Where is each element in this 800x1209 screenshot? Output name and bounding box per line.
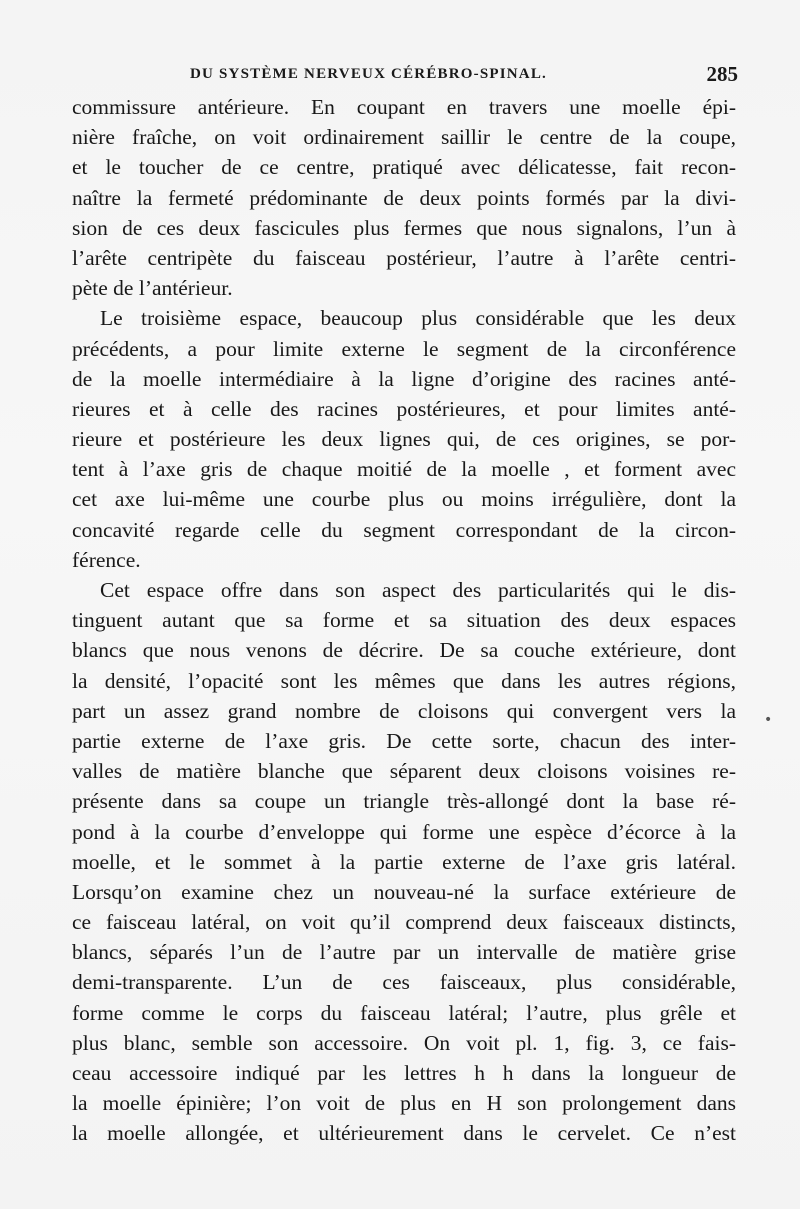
text-line: tinguent autant que sa forme et sa situation des deux espaces bbox=[72, 608, 736, 633]
text-line: rieures et à celle des racines postérieures, et pour limites anté- bbox=[72, 396, 736, 421]
text-line: cet axe lui-même une courbe plus ou moins irrégulière, dont la bbox=[72, 487, 736, 512]
text-line: part un assez grand nombre de cloisons qui convergent vers la bbox=[72, 698, 736, 723]
text-line: rieure et postérieure les deux lignes qui, de ces origines, se por- bbox=[72, 427, 736, 452]
text-line: plus blanc, semble son accessoire. On voit pl. 1, fig. 3, ce fais- bbox=[72, 1030, 736, 1055]
text-line: commissure antérieure. En coupant en travers une moelle épi- bbox=[72, 95, 736, 119]
body-text bbox=[72, 92, 736, 1149]
running-title: DU SYSTÈME NERVEUX CÉRÉBRO-SPINAL. bbox=[190, 66, 547, 82]
text-line: tent à l’axe gris de chaque moitié de la moelle , et forment avec bbox=[72, 457, 736, 482]
text-line: forme comme le corps du faisceau latéral; l’autre, plus grêle et bbox=[72, 1000, 736, 1025]
text-line: pond à la courbe d’enveloppe qui forme une espèce d’écorce à la bbox=[72, 819, 736, 844]
text-line: la densité, l’opacité sont les mêmes que dans les autres régions, bbox=[72, 668, 736, 693]
text-line: blancs, séparés l’un de l’autre par un intervalle de matière grise bbox=[72, 940, 736, 965]
text-line: précédents, a pour limite externe le segment de la circonférence bbox=[72, 336, 736, 361]
text-line: blancs que nous venons de décrire. De sa couche extérieure, dont bbox=[72, 638, 736, 663]
text-line: partie externe de l’axe gris. De cette sorte, chacun des inter- bbox=[72, 728, 736, 753]
text-line: la moelle allongée, et ultérieurement dans le cervelet. Ce n’est bbox=[72, 1121, 736, 1146]
text-line: l’arête centripète du faisceau postérieur, l’autre à l’arête centri- bbox=[72, 245, 736, 270]
margin-speck: • bbox=[764, 712, 773, 728]
page-header bbox=[70, 64, 738, 88]
text-line: valles de matière blanche que séparent deux cloisons voisines re- bbox=[72, 759, 736, 784]
text-line: pète de l’antérieur. bbox=[72, 276, 233, 301]
text-line: Lorsqu’on examine chez un nouveau-né la surface extérieure de bbox=[72, 879, 736, 904]
text-line: naître la fermeté prédominante de deux points formés par la divi- bbox=[72, 185, 736, 210]
text-line: Cet espace offre dans son aspect des particularités qui le dis- bbox=[100, 578, 736, 602]
text-line: ce faisceau latéral, on voit qu’il comprend deux faisceaux distincts, bbox=[72, 910, 736, 935]
text-line: ceau accessoire indiqué par les lettres h h dans la longueur de bbox=[72, 1061, 736, 1085]
text-line: Le troisième espace, beaucoup plus considérable que les deux bbox=[100, 306, 736, 331]
page-number: 285 bbox=[706, 62, 738, 86]
text-line: concavité regarde celle du segment correspondant de la circon- bbox=[72, 517, 736, 542]
text-line: demi-transparente. L’un de ces faisceaux, plus considérable, bbox=[72, 970, 736, 995]
text-line: présente dans sa coupe un triangle très-allongé dont la base ré- bbox=[72, 789, 736, 814]
text-line: moelle, et le sommet à la partie externe de l’axe gris latéral. bbox=[72, 849, 736, 874]
text-line: sion de ces deux fascicules plus fermes que nous signalons, l’un à bbox=[72, 215, 736, 240]
text-line: et le toucher de ce centre, pratiqué avec délicatesse, fait recon- bbox=[72, 155, 736, 180]
text-line: la moelle épinière; l’on voit de plus en H son prolongement dans bbox=[72, 1091, 736, 1116]
text-line: nière fraîche, on voit ordinairement saillir le centre de la coupe, bbox=[72, 125, 736, 150]
text-line: de la moelle intermédiaire à la ligne d’origine des racines anté- bbox=[72, 366, 736, 391]
text-line: férence. bbox=[72, 547, 141, 572]
